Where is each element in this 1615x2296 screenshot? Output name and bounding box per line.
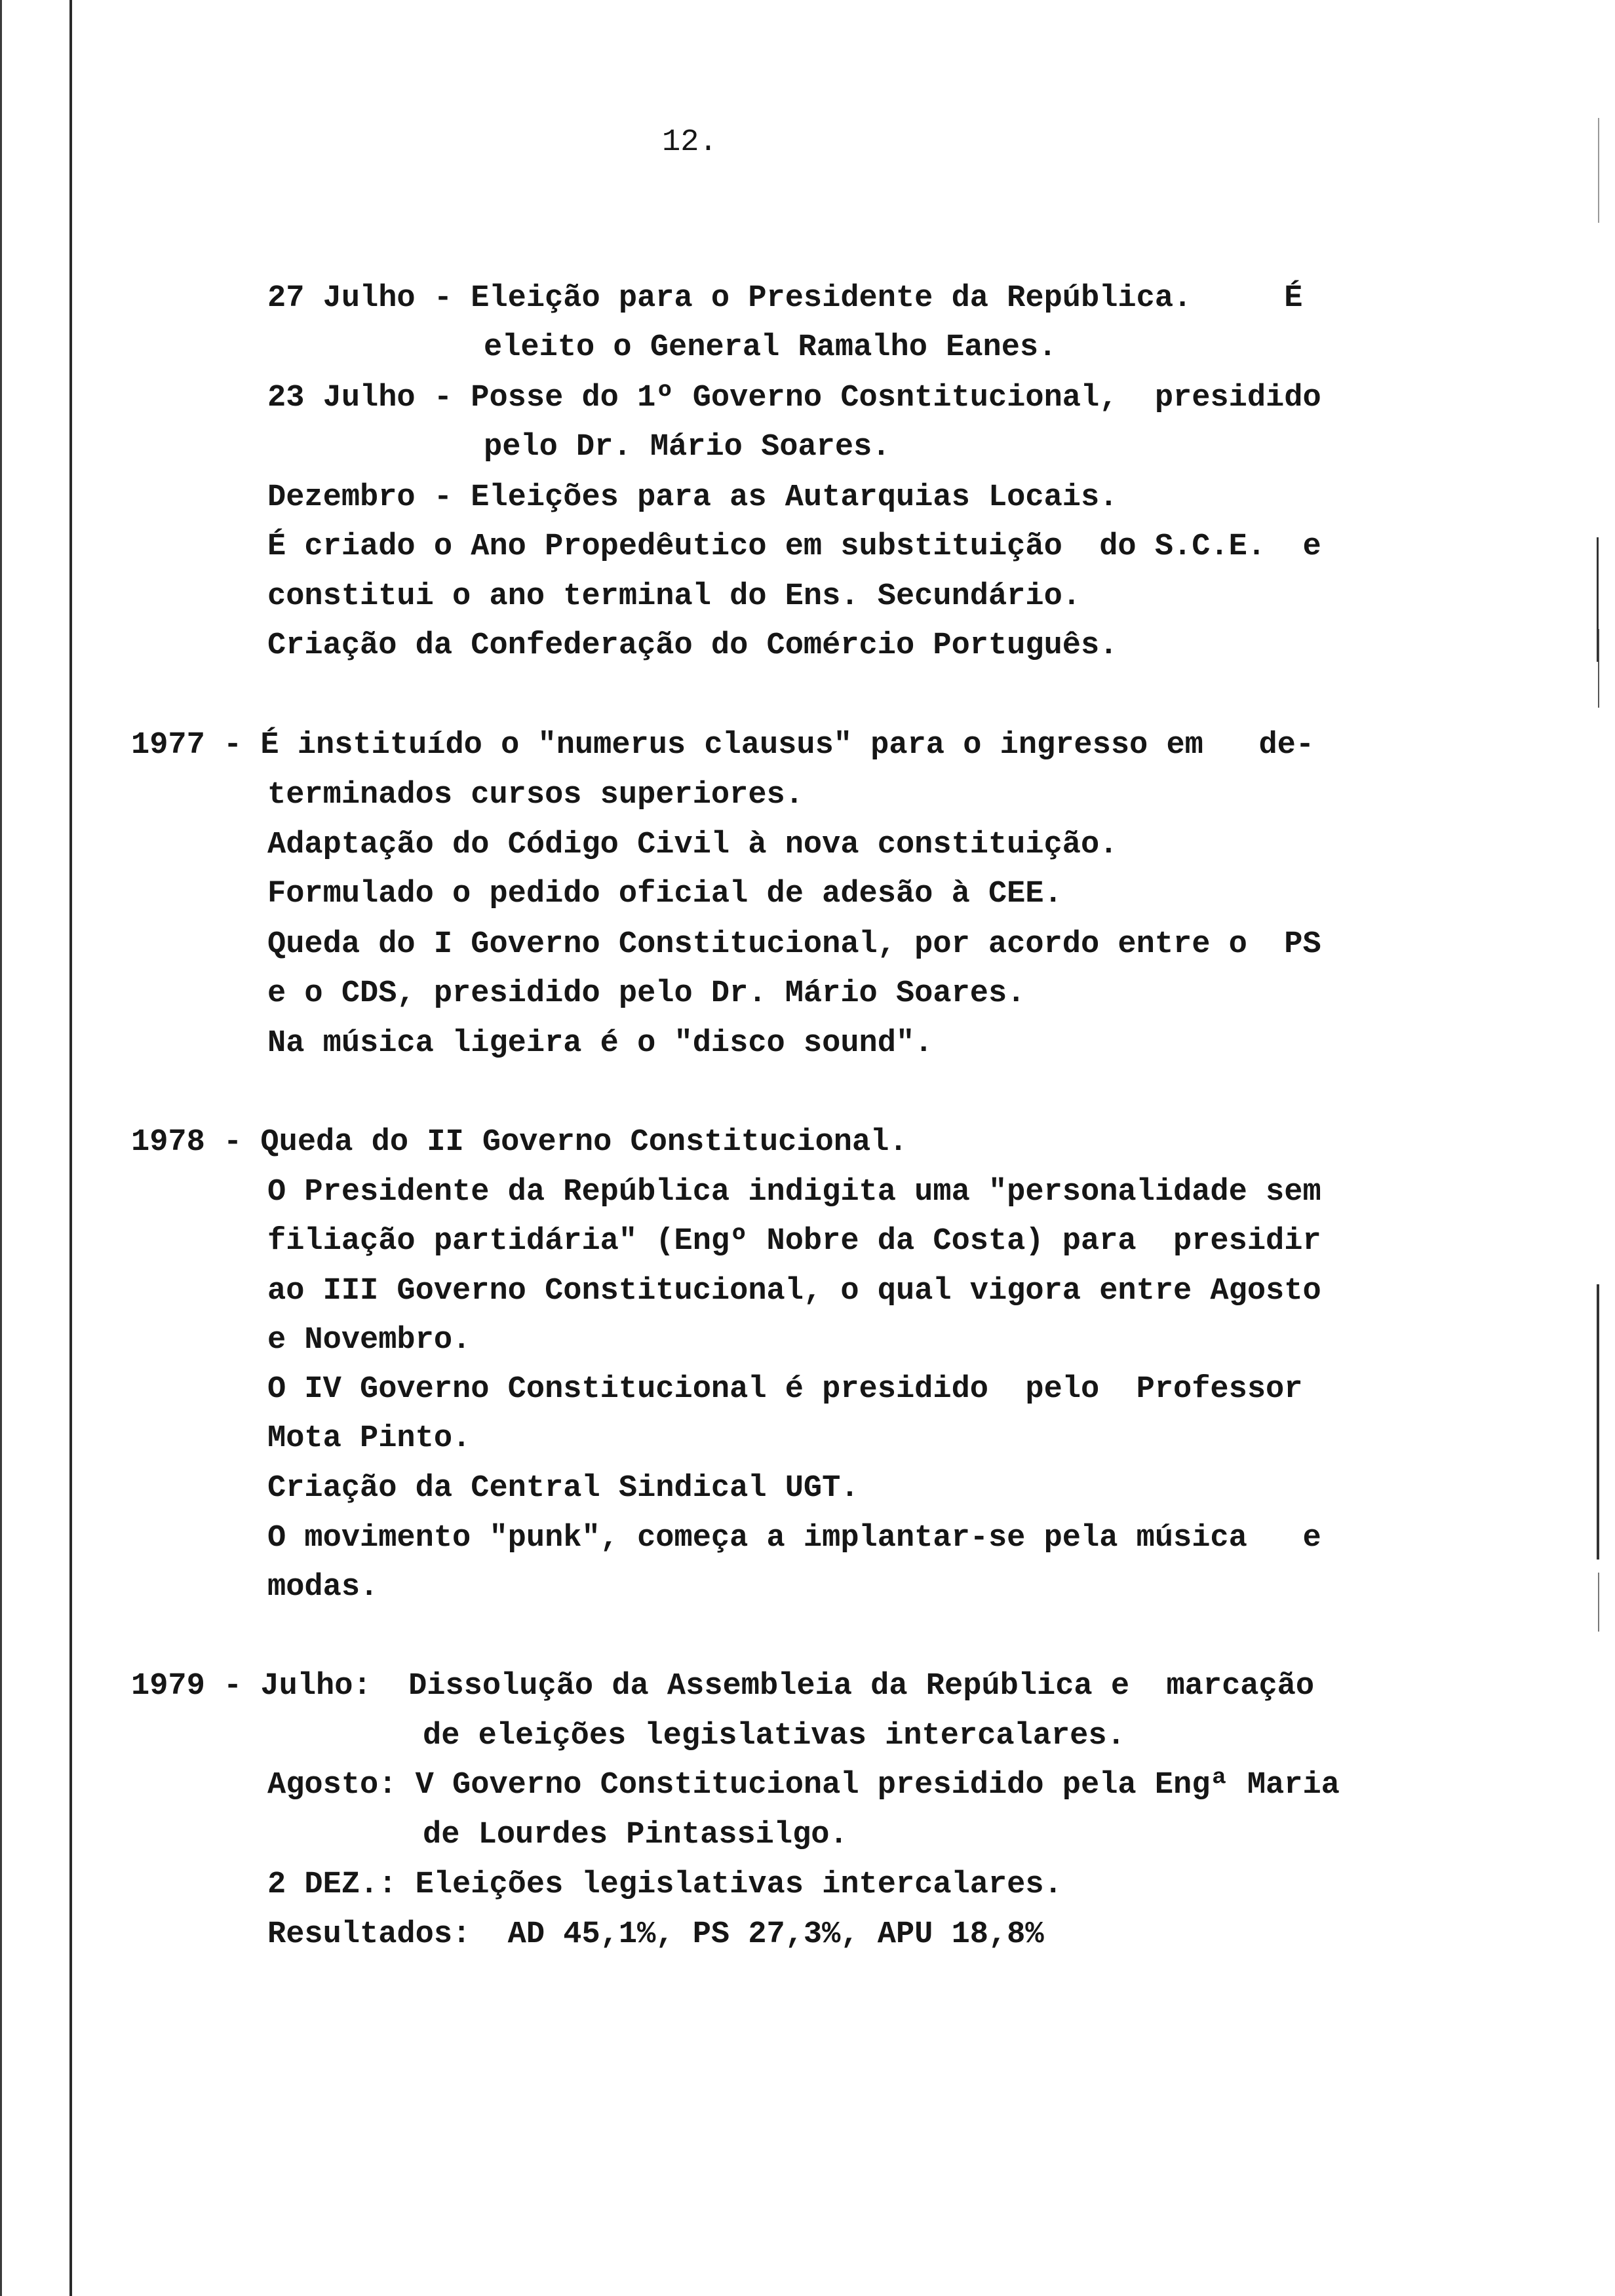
text-line: 27 Julho - Eleição para o Presidente da República. É (267, 281, 1303, 316)
text-line-year-1977: 1977 - É instituído o "numerus clausus" para o ingresso em de- (131, 728, 1315, 763)
scan-edge-line (0, 0, 2, 2296)
text-line: terminados cursos superiores. (267, 778, 804, 813)
text-line: Adaptação do Código Civil à nova constituição. (267, 828, 1118, 862)
text-line: de eleições legislativas intercalares. (423, 1719, 1125, 1753)
text-line: Mota Pinto. (267, 1421, 471, 1456)
text-line-year-1978: 1978 - Queda do II Governo Constitucional. (131, 1125, 908, 1160)
text-line: Formulado o pedido oficial de adesão à CEE. (267, 877, 1062, 911)
text-line: Resultados: AD 45,1%, PS 27,3%, APU 18,8% (267, 1917, 1044, 1952)
text-line: O IV Governo Constitucional é presidido pelo Professor (267, 1372, 1303, 1407)
text-line: Criação da Confederação do Comércio Português. (267, 628, 1118, 663)
text-line: e o CDS, presidido pelo Dr. Mário Soares. (267, 976, 1026, 1011)
text-line: de Lourdes Pintassilgo. (423, 1818, 848, 1852)
text-line: e Novembro. (267, 1323, 471, 1358)
page-number: 12. (662, 125, 718, 160)
text-line: Criação da Central Sindical UGT. (267, 1471, 859, 1506)
left-margin-rule (69, 0, 72, 2296)
text-line-year-1979: 1979 - Julho: Dissolução da Assembleia da República e marcação (131, 1669, 1315, 1704)
text-line: filiação partidária" (Engº Nobre da Costa) para presidir (267, 1224, 1321, 1259)
text-line: 2 DEZ.: Eleições legislativas intercalares. (267, 1867, 1062, 1902)
text-line: Na música ligeira é o "disco sound". (267, 1026, 933, 1061)
text-line: É criado o Ano Propedêutico em substituição do S.C.E. e (267, 529, 1321, 564)
text-line: 23 Julho - Posse do 1º Governo Cosntitucional, presidido (267, 381, 1321, 415)
text-line: Queda do I Governo Constitucional, por acordo entre o PS (267, 927, 1321, 962)
text-line: constitui o ano terminal do Ens. Secundário. (267, 579, 1081, 614)
text-line: O movimento "punk", começa a implantar-se pela música e (267, 1521, 1321, 1556)
text-line: pelo Dr. Mário Soares. (484, 430, 891, 465)
text-line: O Presidente da República indigita uma "personalidade sem (267, 1175, 1321, 1210)
text-line: eleito o General Ramalho Eanes. (484, 330, 1057, 365)
text-line: modas. (267, 1570, 379, 1605)
scan-edge-noise (1594, 0, 1602, 2296)
text-line: ao III Governo Constitucional, o qual vigora entre Agosto (267, 1274, 1321, 1309)
text-line: Agosto: V Governo Constitucional presidido pela Engª Maria (267, 1768, 1340, 1803)
text-line: Dezembro - Eleições para as Autarquias Locais. (267, 480, 1118, 515)
